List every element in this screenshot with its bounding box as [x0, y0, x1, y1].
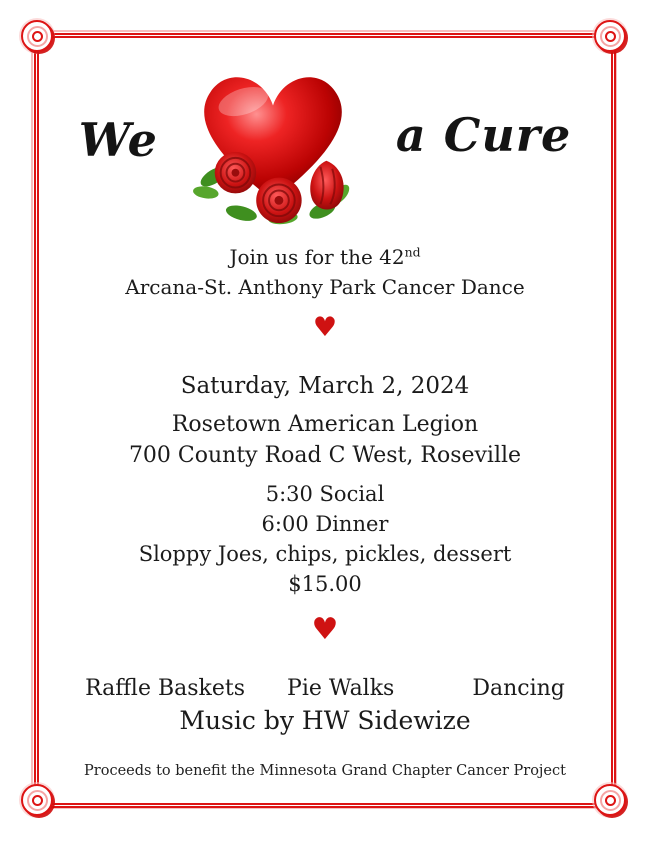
schedule-price: $15.00: [288, 572, 362, 596]
schedule-dinner: 6:00 Dinner: [261, 512, 389, 536]
corner-ornament-bottom-left-icon: [21, 784, 53, 816]
ornament-center-dot: [605, 31, 616, 42]
ornament-middle-ring: [600, 790, 621, 811]
intro-line-1-text: Join us for the 42: [229, 245, 405, 269]
heart-divider-icon: ♥: [312, 312, 338, 343]
ornament-center-dot: [605, 795, 616, 806]
venue-name: Rosetown American Legion: [171, 412, 479, 437]
ornament-middle-ring: [27, 26, 48, 47]
proceeds-note: Proceeds to benefit the Minnesota Grand Chapter Cancer Project: [84, 763, 566, 779]
ordinal-superscript: nd: [404, 244, 421, 260]
heart-with-roses-icon: [184, 62, 362, 228]
activity-pie-walks: Pie Walks: [287, 676, 395, 701]
activities-row: [50, 675, 600, 703]
ornament-center-dot: [32, 31, 43, 42]
ornament-middle-ring: [27, 790, 48, 811]
heart-divider-icon: ♥: [311, 612, 339, 647]
venue-block: [50, 409, 600, 471]
corner-ornament-top-right-icon: [594, 20, 626, 52]
music-line: Music by HW Sidewize: [179, 706, 471, 735]
intro-line-2: Arcana-St. Anthony Park Cancer Dance: [125, 275, 525, 299]
schedule-block: [50, 479, 600, 599]
activity-raffle-baskets: Raffle Baskets: [85, 676, 246, 701]
intro-block: [50, 242, 600, 302]
schedule-social: 5:30 Social: [265, 482, 385, 506]
title-word-we: We: [78, 113, 158, 167]
title-row: [50, 60, 600, 230]
ornament-center-dot: [32, 795, 43, 806]
activity-dancing: Dancing: [472, 676, 565, 701]
flyer-content: [50, 60, 600, 781]
venue-address: 700 County Road C West, Roseville: [128, 443, 522, 468]
event-date: Saturday, March 2, 2024: [180, 373, 470, 399]
intro-line-1: [50, 242, 600, 272]
ornament-middle-ring: [600, 26, 621, 47]
corner-ornament-top-left-icon: [21, 20, 53, 52]
schedule-menu: Sloppy Joes, chips, pickles, dessert: [138, 542, 512, 566]
title-word-a-cure: a Cure: [395, 108, 572, 162]
corner-ornament-bottom-right-icon: [594, 784, 626, 816]
